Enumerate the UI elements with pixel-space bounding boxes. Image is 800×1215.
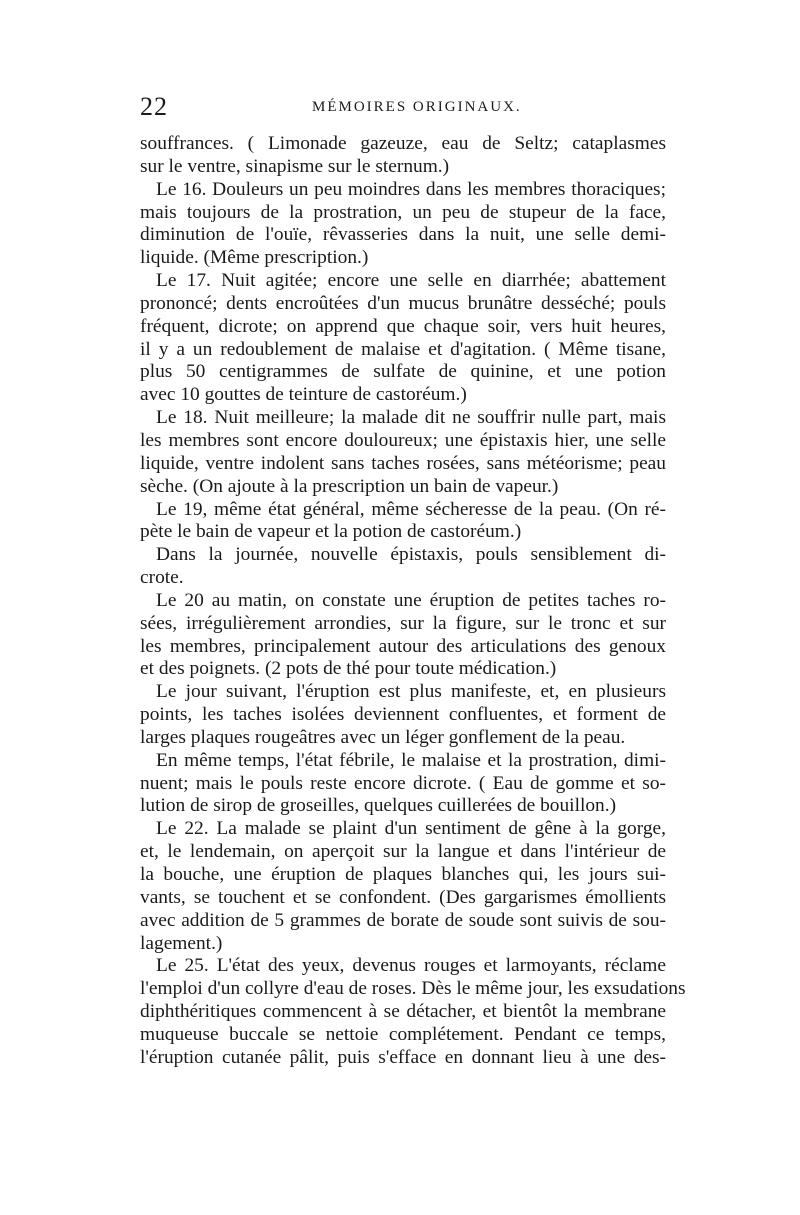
- text-line: larges plaques rougeâtres avec un léger gonflement de la peau.: [140, 726, 626, 748]
- text-line: liquide. (Même prescription.): [140, 247, 369, 269]
- text-line: l'éruption cutanée pâlit, puis s'efface en donnant lieu à une des-: [140, 1046, 666, 1068]
- text-line: l'emploi d'un collyre d'eau de roses. Dès le même jour, les exsudations: [140, 978, 686, 1000]
- text-line: prononcé; dents encroûtées d'un mucus brunâtre desséché; pouls: [140, 292, 666, 314]
- text-line: diminution de l'ouïe, rêvasseries dans la nuit, une selle demi-: [140, 224, 666, 246]
- text-line: Le 16. Douleurs un peu moindres dans les membres thoraciques;: [156, 178, 666, 200]
- text-line: vants, se touchent et se confondent. (Des gargarismes émollients: [140, 886, 666, 908]
- text-line: avec 10 gouttes de teinture de castoréum.): [140, 384, 467, 406]
- text-line: fréquent, dicrote; on apprend que chaque soir, vers huit heures,: [140, 315, 666, 337]
- text-line: les membres, principalement autour des articulations des genoux: [140, 635, 666, 657]
- text-line: Le 17. Nuit agitée; encore une selle en diarrhée; abattement: [156, 270, 666, 292]
- text-line: il y a un redoublement de malaise et d'agitation. ( Même tisane,: [140, 338, 666, 360]
- text-line: Le 18. Nuit meilleure; la malade dit ne souffrir nulle part, mais: [156, 407, 666, 429]
- text-line: sèche. (On ajoute à la prescription un bain de vapeur.): [140, 475, 559, 497]
- text-line: Le 20 au matin, on constate une éruption de petites taches ro-: [156, 589, 666, 611]
- text-line: et, le lendemain, on aperçoit sur la langue et dans l'intérieur de: [140, 841, 666, 863]
- text-line: Le 22. La malade se plaint d'un sentiment de gêne à la gorge,: [156, 818, 666, 840]
- text-line: sées, irrégulièrement arrondies, sur la figure, sur le tronc et sur: [140, 612, 666, 634]
- text-line: muqueuse buccale se nettoie complétement. Pendant ce temps,: [140, 1023, 666, 1045]
- text-line: avec addition de 5 grammes de borate de soude sont suivis de sou-: [140, 909, 666, 931]
- text-line: et des poignets. (2 pots de thé pour toute médication.): [140, 658, 557, 680]
- text-line: En même temps, l'état fébrile, le malaise et la prostration, dimi-: [156, 749, 666, 771]
- text-line: mais toujours de la prostration, un peu de stupeur de la face,: [140, 201, 666, 223]
- text-line: Le 25. L'état des yeux, devenus rouges et larmoyants, réclame: [156, 955, 666, 977]
- text-line: les membres sont encore douloureux; une épistaxis hier, une selle: [140, 429, 666, 451]
- text-line: pète le bain de vapeur et la potion de castoréum.): [140, 521, 522, 543]
- text-line: Dans la journée, nouvelle épistaxis, pouls sensiblement di-: [156, 544, 666, 566]
- body-text: [140, 133, 686, 1070]
- page-number: 22: [140, 92, 168, 121]
- page-header: [140, 92, 668, 122]
- text-line: Le jour suivant, l'éruption est plus manifeste, et, en plusieurs: [156, 681, 666, 703]
- text-line: lagement.): [140, 932, 223, 954]
- text-line: Le 19, même état général, même sécheresse de la peau. (On ré-: [156, 498, 666, 520]
- text-line: diphthéritiques commencent à se détacher, et bientôt la membrane: [140, 1001, 666, 1023]
- running-title: MÉMOIRES ORIGINAUX.: [312, 99, 522, 115]
- text-line: souffrances. ( Limonade gazeuze, eau de Seltz; cataplasmes: [140, 133, 666, 154]
- text-line: crote.: [140, 567, 184, 589]
- text-line: nuent; mais le pouls reste encore dicrote. ( Eau de gomme et so-: [140, 772, 666, 794]
- text-line: sur le ventre, sinapisme sur le sternum.): [140, 155, 450, 177]
- text-line: liquide, ventre indolent sans taches rosées, sans météorisme; peau: [140, 452, 666, 474]
- text-line: la bouche, une éruption de plaques blanches qui, les jours sui-: [140, 864, 666, 885]
- text-line: lution de sirop de groseilles, quelques cuillerées de bouillon.): [140, 795, 617, 817]
- text-line: plus 50 centigrammes de sulfate de quinine, et une potion: [140, 361, 666, 383]
- text-line: points, les taches isolées deviennent confluentes, et forment de: [140, 704, 666, 726]
